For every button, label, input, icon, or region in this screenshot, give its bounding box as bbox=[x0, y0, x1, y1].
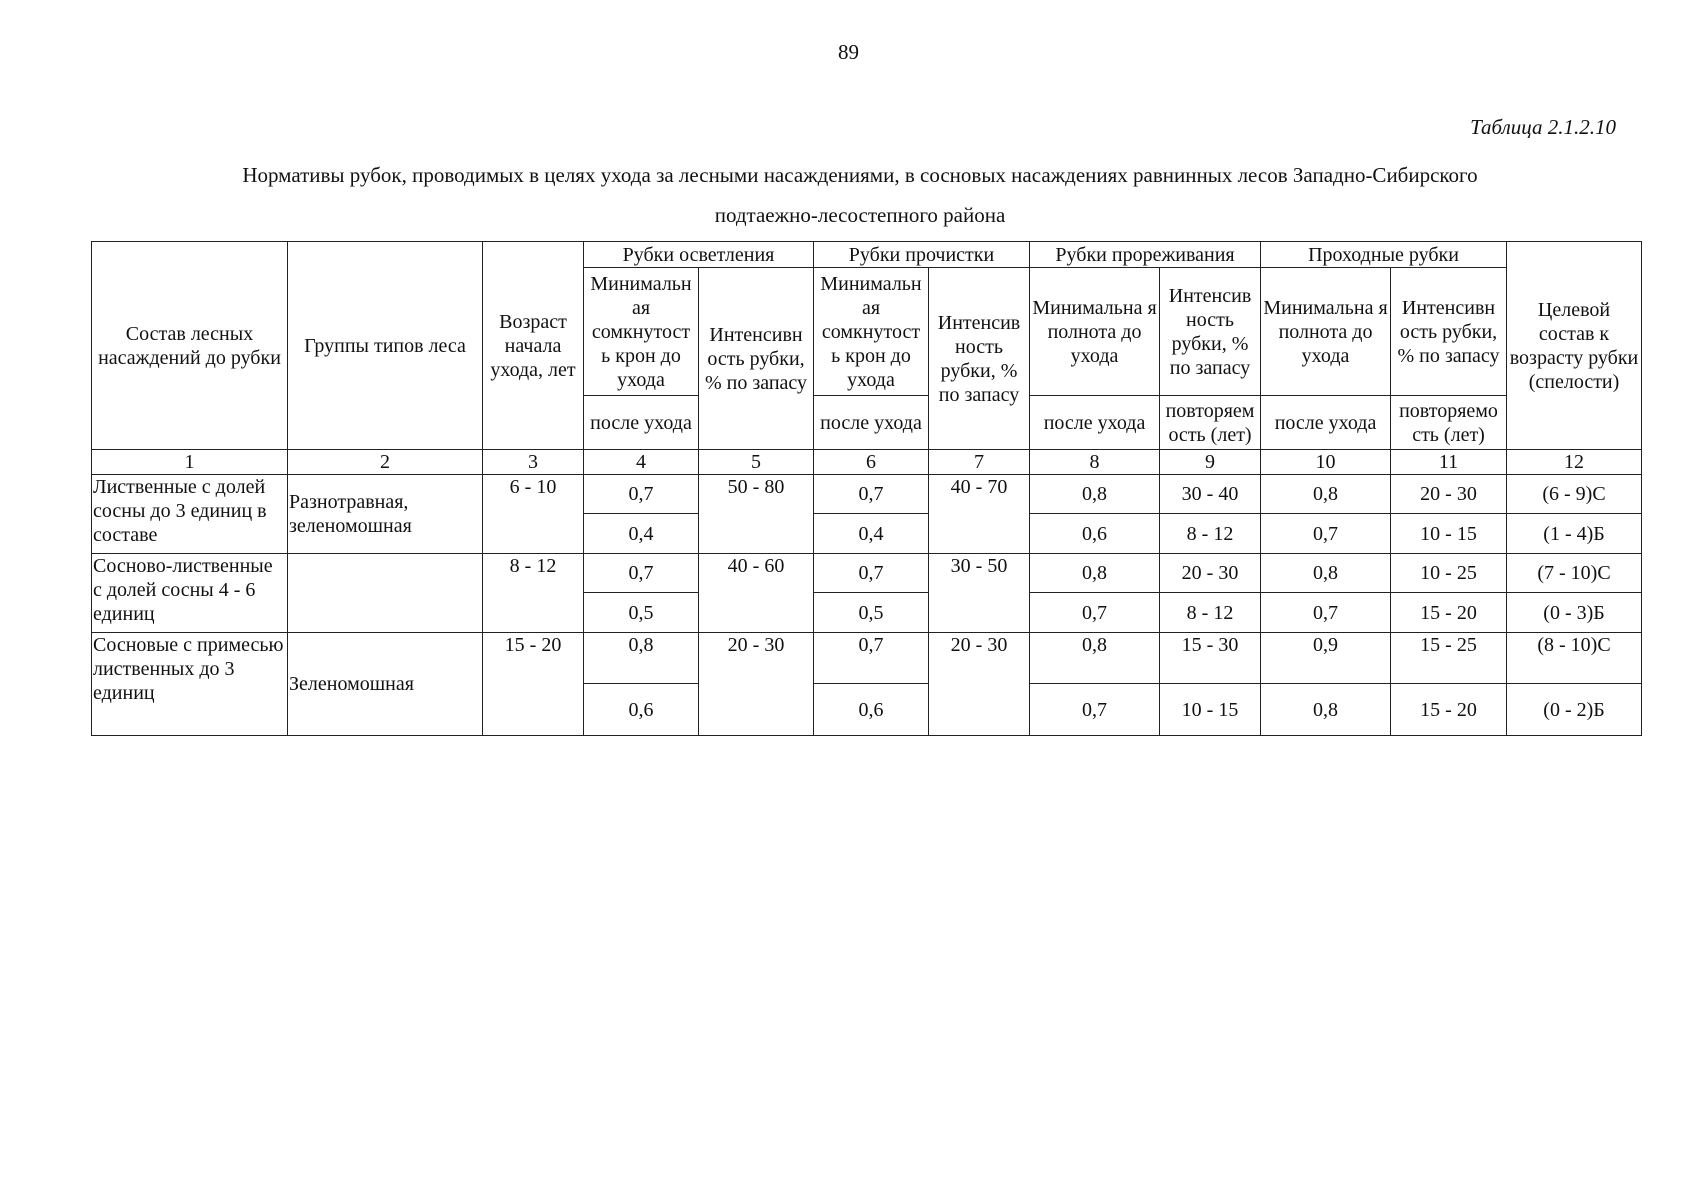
cell-repeat-prohod: 15 - 20 bbox=[1391, 684, 1507, 736]
row-forest-group bbox=[288, 554, 483, 633]
column-number: 7 bbox=[929, 450, 1030, 475]
cell-intensity-proch: 20 - 30 bbox=[929, 633, 1030, 736]
cell-after-care-proch: 0,4 bbox=[814, 514, 929, 554]
header-min-closure-osv-line: Минимальн bbox=[590, 272, 692, 295]
cell-intensity-prorezh: 30 - 40 bbox=[1160, 475, 1261, 514]
header-group-osvetlenie: Рубки осветления bbox=[584, 242, 814, 268]
header-min-closure-proch-line: ухода bbox=[847, 368, 895, 391]
cell-min-density-prorezh: 0,8 bbox=[1030, 554, 1160, 593]
row-start-age: 6 - 10 bbox=[483, 475, 584, 554]
cell-target-composition: (0 - 2)Б bbox=[1507, 684, 1642, 736]
column-number: 11 bbox=[1391, 450, 1507, 475]
cell-after-care-prohod: 0,7 bbox=[1261, 514, 1391, 554]
header-group-prohodnye: Проходные рубки bbox=[1261, 242, 1507, 268]
cell-min-closure-proch: 0,7 bbox=[814, 475, 929, 514]
cell-after-care-osv: 0,4 bbox=[584, 514, 699, 554]
column-number: 3 bbox=[483, 450, 584, 475]
cell-intensity-prorezh: 20 - 30 bbox=[1160, 554, 1261, 593]
header-min-density-prorezh: Минимальна я полнота до ухода bbox=[1030, 268, 1160, 396]
cell-after-care-osv: 0,5 bbox=[584, 593, 699, 633]
header-repeat-11: повторяемо сть (лет) bbox=[1391, 396, 1507, 450]
header-min-closure-osv bbox=[584, 268, 699, 396]
cell-after-care-proch: 0,6 bbox=[814, 684, 929, 736]
cell-after-care-proch: 0,5 bbox=[814, 593, 929, 633]
header-min-closure-proch-line: ь крон до bbox=[831, 344, 911, 367]
cell-intensity-prohod: 20 - 30 bbox=[1391, 475, 1507, 514]
row-forest-group: Разнотравная, зеленомошная bbox=[288, 475, 483, 554]
column-number: 5 bbox=[699, 450, 814, 475]
row-composition: Сосновые с примесью лиственных до 3 единиц bbox=[92, 633, 288, 736]
cell-intensity-prohod: 10 - 25 bbox=[1391, 554, 1507, 593]
cell-intensity-proch: 40 - 70 bbox=[929, 475, 1030, 554]
header-after-care-4: после ухода bbox=[584, 396, 699, 450]
column-number: 9 bbox=[1160, 450, 1261, 475]
cell-min-closure-osv: 0,7 bbox=[584, 475, 699, 514]
header-min-closure-proch-line: сомкнутост bbox=[821, 320, 921, 343]
header-intensity-prorezh: Интенсив ность рубки, % по запасу bbox=[1160, 268, 1261, 396]
cell-min-density-prohod: 0,8 bbox=[1261, 475, 1391, 514]
cell-target-composition: (7 - 10)С bbox=[1507, 554, 1642, 593]
header-repeat-9: повторяем ость (лет) bbox=[1160, 396, 1261, 450]
table-label: Таблица 2.1.2.10 bbox=[1470, 115, 1616, 139]
column-number: 8 bbox=[1030, 450, 1160, 475]
header-min-closure-proch-line: Минимальн bbox=[820, 272, 922, 295]
cell-repeat-prohod: 10 - 15 bbox=[1391, 514, 1507, 554]
cell-after-care-prorezh: 0,7 bbox=[1030, 593, 1160, 633]
header-group-prorezhivanie: Рубки прореживания bbox=[1030, 242, 1261, 268]
cell-intensity-osv: 40 - 60 bbox=[699, 554, 814, 633]
header-min-closure-osv-line: ь крон до bbox=[601, 344, 681, 367]
row-composition: Лиственные с долей сосны до 3 единиц в составе bbox=[92, 475, 288, 554]
cell-after-care-prorezh: 0,7 bbox=[1030, 684, 1160, 736]
caption-line-1: Нормативы рубок, проводимых в целях ухода за лесными насаждениями, в сосновых насаждениях равнинных лесов Западно-Сибирского bbox=[242, 163, 1478, 187]
header-min-density-prohod: Минимальна я полнота до ухода bbox=[1261, 268, 1391, 396]
cell-after-care-prohod: 0,8 bbox=[1261, 684, 1391, 736]
norms-table bbox=[91, 241, 1642, 736]
cell-after-care-prorezh: 0,6 bbox=[1030, 514, 1160, 554]
column-number: 4 bbox=[584, 450, 699, 475]
header-intensity-prohod: Интенсивн ость рубки, % по запасу bbox=[1391, 268, 1507, 396]
cell-intensity-proch: 30 - 50 bbox=[929, 554, 1030, 633]
cell-min-density-prohod: 0,8 bbox=[1261, 554, 1391, 593]
cell-intensity-osv: 20 - 30 bbox=[699, 633, 814, 736]
header-after-care-10: после ухода bbox=[1261, 396, 1391, 450]
header-min-closure-osv-line: сомкнутост bbox=[591, 320, 691, 343]
row-start-age: 8 - 12 bbox=[483, 554, 584, 633]
cell-target-composition: (6 - 9)С bbox=[1507, 475, 1642, 514]
column-number: 1 bbox=[92, 450, 288, 475]
header-min-closure-osv-line: ухода bbox=[617, 368, 665, 391]
header-min-closure-proch-line: ая bbox=[861, 296, 881, 319]
cell-intensity-prorezh: 15 - 30 bbox=[1160, 633, 1261, 684]
cell-target-composition: (8 - 10)С bbox=[1507, 633, 1642, 684]
cell-min-closure-osv: 0,7 bbox=[584, 554, 699, 593]
page-number: 89 bbox=[838, 40, 859, 64]
header-group-prochistka: Рубки прочистки bbox=[814, 242, 1030, 268]
caption-line-2: подтаежно-лесостепного района bbox=[714, 203, 1006, 227]
cell-min-closure-proch: 0,7 bbox=[814, 633, 929, 684]
table-caption bbox=[100, 155, 1620, 235]
header-intensity-proch: Интенсив ность рубки, % по запасу bbox=[929, 268, 1030, 450]
cell-min-density-prohod: 0,9 bbox=[1261, 633, 1391, 684]
cell-after-care-prohod: 0,7 bbox=[1261, 593, 1391, 633]
header-forest-group: Группы типов леса bbox=[288, 242, 483, 450]
cell-after-care-osv: 0,6 bbox=[584, 684, 699, 736]
column-number: 10 bbox=[1261, 450, 1391, 475]
cell-min-density-prorezh: 0,8 bbox=[1030, 633, 1160, 684]
row-composition: Сосново-лиственные с долей сосны 4 - 6 единиц bbox=[92, 554, 288, 633]
column-number: 12 bbox=[1507, 450, 1642, 475]
cell-min-density-prorezh: 0,8 bbox=[1030, 475, 1160, 514]
header-composition: Состав лесных насаждений до рубки bbox=[92, 242, 288, 450]
cell-repeat-prorezh: 8 - 12 bbox=[1160, 593, 1261, 633]
header-start-age: Возраст начала ухода, лет bbox=[483, 242, 584, 450]
column-number: 6 bbox=[814, 450, 929, 475]
header-after-care-8: после ухода bbox=[1030, 396, 1160, 450]
cell-min-closure-osv: 0,8 bbox=[584, 633, 699, 684]
cell-repeat-prorezh: 8 - 12 bbox=[1160, 514, 1261, 554]
cell-target-composition: (0 - 3)Б bbox=[1507, 593, 1642, 633]
header-min-closure-proch bbox=[814, 268, 929, 396]
cell-repeat-prohod: 15 - 20 bbox=[1391, 593, 1507, 633]
cell-intensity-prohod: 15 - 25 bbox=[1391, 633, 1507, 684]
header-after-care-6: после ухода bbox=[814, 396, 929, 450]
cell-repeat-prorezh: 10 - 15 bbox=[1160, 684, 1261, 736]
header-intensity-osv: Интенсивн ость рубки, % по запасу bbox=[699, 268, 814, 450]
row-start-age: 15 - 20 bbox=[483, 633, 584, 736]
cell-target-composition: (1 - 4)Б bbox=[1507, 514, 1642, 554]
cell-min-closure-proch: 0,7 bbox=[814, 554, 929, 593]
row-forest-group: Зеленомошная bbox=[288, 633, 483, 736]
cell-intensity-osv: 50 - 80 bbox=[699, 475, 814, 554]
header-target-composition: Целевой состав к возрасту рубки (спелости) bbox=[1507, 242, 1642, 450]
column-number: 2 bbox=[288, 450, 483, 475]
header-min-closure-osv-line: ая bbox=[631, 296, 651, 319]
